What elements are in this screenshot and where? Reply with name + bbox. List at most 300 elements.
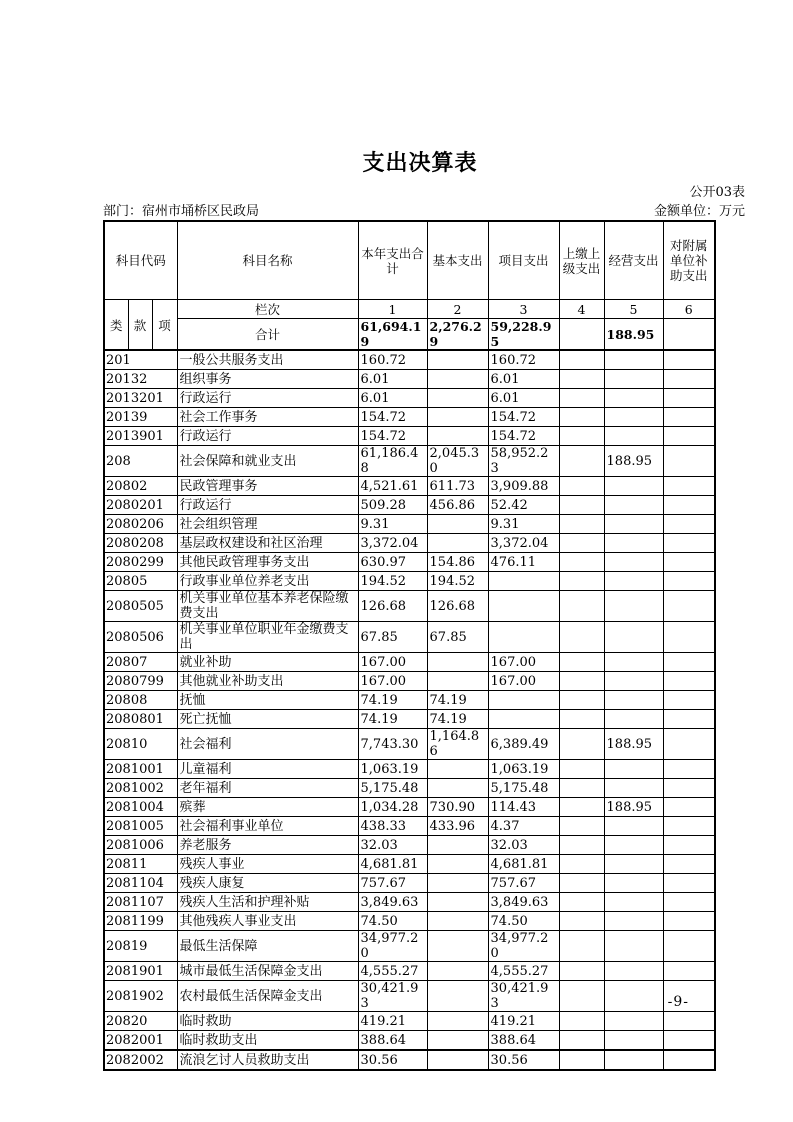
value-cell: 74.19 xyxy=(427,691,488,710)
value-cell: 167.00 xyxy=(358,672,427,691)
value-cell: 188.95 xyxy=(604,798,663,817)
value-cell xyxy=(488,622,559,653)
value-cell xyxy=(663,572,715,591)
subject-code-cell: 20808 xyxy=(104,691,177,710)
value-cell: 74.50 xyxy=(358,912,427,931)
value-cell xyxy=(559,534,604,553)
value-cell xyxy=(663,779,715,798)
value-cell xyxy=(604,622,663,653)
total-value: 188.95 xyxy=(604,319,663,351)
value-cell xyxy=(559,370,604,389)
table-row xyxy=(104,817,715,836)
value-cell xyxy=(604,981,663,1012)
value-cell xyxy=(604,534,663,553)
table-row xyxy=(104,931,715,962)
page-number: -9- xyxy=(667,994,689,1010)
value-cell: 730.90 xyxy=(427,798,488,817)
value-cell xyxy=(559,427,604,446)
value-cell: 30,421.93 xyxy=(488,981,559,1012)
header-subject-code: 科目代码 xyxy=(104,221,177,300)
total-value xyxy=(559,319,604,351)
subject-name-cell: 民政管理事务 xyxy=(177,477,358,496)
value-cell xyxy=(604,370,663,389)
column-number: 5 xyxy=(604,300,663,319)
value-cell xyxy=(663,912,715,931)
column-number: 2 xyxy=(427,300,488,319)
value-cell xyxy=(604,779,663,798)
header-col-basic: 基本支出 xyxy=(427,221,488,300)
value-cell xyxy=(663,389,715,408)
table-row xyxy=(104,672,715,691)
value-cell xyxy=(427,370,488,389)
table-row xyxy=(104,893,715,912)
value-cell: 4.37 xyxy=(488,817,559,836)
value-cell: 188.95 xyxy=(604,446,663,477)
value-cell xyxy=(604,389,663,408)
subject-code-cell: 2081902 xyxy=(104,981,177,1012)
subject-code-cell: 20802 xyxy=(104,477,177,496)
value-cell xyxy=(604,874,663,893)
subject-name-cell: 机关事业单位职业年金缴费支出 xyxy=(177,622,358,653)
value-cell xyxy=(604,817,663,836)
value-cell: 6.01 xyxy=(358,370,427,389)
value-cell xyxy=(663,591,715,622)
subject-code-cell: 2080505 xyxy=(104,591,177,622)
subject-name-cell: 其他民政管理事务支出 xyxy=(177,553,358,572)
value-cell: 3,372.04 xyxy=(488,534,559,553)
value-cell xyxy=(427,855,488,874)
value-cell xyxy=(663,653,715,672)
subject-name-cell: 社会保障和就业支出 xyxy=(177,446,358,477)
table-row xyxy=(104,515,715,534)
value-cell xyxy=(663,836,715,855)
value-cell xyxy=(663,931,715,962)
subject-code-cell: 2081901 xyxy=(104,962,177,981)
subject-name-cell: 其他就业补助支出 xyxy=(177,672,358,691)
value-cell: 456.86 xyxy=(427,496,488,515)
subject-code-cell: 2080801 xyxy=(104,710,177,729)
value-cell: 154.72 xyxy=(358,427,427,446)
unit-line: 金额单位：万元 xyxy=(653,204,745,219)
value-cell: 388.64 xyxy=(488,1031,559,1051)
value-cell: 30.56 xyxy=(488,1050,559,1070)
value-cell: 30,421.93 xyxy=(358,981,427,1012)
value-cell xyxy=(559,477,604,496)
value-cell xyxy=(663,515,715,534)
value-cell: 4,681.81 xyxy=(358,855,427,874)
value-cell: 433.96 xyxy=(427,817,488,836)
value-cell xyxy=(427,981,488,1012)
value-cell: 6.01 xyxy=(488,389,559,408)
value-cell xyxy=(559,622,604,653)
table-row xyxy=(104,591,715,622)
value-cell: 74.19 xyxy=(427,710,488,729)
total-label: 合计 xyxy=(177,319,358,351)
header-item: 项 xyxy=(152,300,177,351)
table-row xyxy=(104,1031,715,1051)
value-cell xyxy=(559,1012,604,1031)
table-row xyxy=(104,710,715,729)
value-cell xyxy=(663,798,715,817)
subject-name-cell: 行政运行 xyxy=(177,389,358,408)
value-cell: 194.52 xyxy=(427,572,488,591)
table-row xyxy=(104,962,715,981)
total-value xyxy=(663,319,715,351)
table-row xyxy=(104,779,715,798)
subject-code-cell: 20820 xyxy=(104,1012,177,1031)
table-row xyxy=(104,534,715,553)
value-cell xyxy=(663,1031,715,1051)
value-cell: 509.28 xyxy=(358,496,427,515)
value-cell xyxy=(427,427,488,446)
value-cell: 757.67 xyxy=(358,874,427,893)
value-cell: 1,034.28 xyxy=(358,798,427,817)
value-cell xyxy=(604,893,663,912)
value-cell xyxy=(604,477,663,496)
table-row xyxy=(104,1050,715,1070)
value-cell: 9.31 xyxy=(358,515,427,534)
value-cell xyxy=(663,446,715,477)
header-section: 款 xyxy=(128,300,152,351)
value-cell xyxy=(488,572,559,591)
subject-name-cell: 一般公共服务支出 xyxy=(177,350,358,370)
subject-code-cell: 20807 xyxy=(104,653,177,672)
value-cell: 126.68 xyxy=(427,591,488,622)
value-cell: 58,952.23 xyxy=(488,446,559,477)
value-cell xyxy=(427,962,488,981)
subject-name-cell: 流浪乞讨人员救助支出 xyxy=(177,1050,358,1070)
subject-code-cell: 20132 xyxy=(104,370,177,389)
column-number: 4 xyxy=(559,300,604,319)
subject-code-cell: 2081199 xyxy=(104,912,177,931)
department-line: 部门：宿州市埇桥区民政局 xyxy=(103,204,260,219)
value-cell: 1,164.86 xyxy=(427,729,488,760)
subject-name-cell: 其他残疾人事业支出 xyxy=(177,912,358,931)
value-cell: 154.72 xyxy=(488,427,559,446)
report-title: 支出决算表 xyxy=(362,151,478,176)
value-cell: 5,175.48 xyxy=(358,779,427,798)
subject-name-cell: 残疾人康复 xyxy=(177,874,358,893)
value-cell: 194.52 xyxy=(358,572,427,591)
expenditure-table xyxy=(103,220,716,1071)
header-col-project: 项目支出 xyxy=(488,221,559,300)
value-cell: 160.72 xyxy=(358,350,427,370)
value-cell xyxy=(663,553,715,572)
value-cell xyxy=(559,981,604,1012)
subject-name-cell: 养老服务 xyxy=(177,836,358,855)
value-cell xyxy=(559,817,604,836)
value-cell xyxy=(427,760,488,779)
subject-code-cell: 2081001 xyxy=(104,760,177,779)
subject-name-cell: 儿童福利 xyxy=(177,760,358,779)
subject-name-cell: 社会工作事务 xyxy=(177,408,358,427)
value-cell: 5,175.48 xyxy=(488,779,559,798)
subject-name-cell: 农村最低生活保障金支出 xyxy=(177,981,358,1012)
value-cell xyxy=(427,893,488,912)
value-cell xyxy=(427,350,488,370)
subject-name-cell: 行政运行 xyxy=(177,496,358,515)
value-cell xyxy=(604,672,663,691)
value-cell: 4,521.61 xyxy=(358,477,427,496)
subject-code-cell: 2081104 xyxy=(104,874,177,893)
form-code-label: 公开03表 xyxy=(689,185,745,200)
value-cell: 32.03 xyxy=(488,836,559,855)
value-cell: 7,743.30 xyxy=(358,729,427,760)
value-cell: 1,063.19 xyxy=(488,760,559,779)
subject-name-cell: 残疾人事业 xyxy=(177,855,358,874)
table-row xyxy=(104,427,715,446)
header-row-total xyxy=(104,319,715,351)
value-cell xyxy=(559,1031,604,1051)
subject-name-cell: 就业补助 xyxy=(177,653,358,672)
subject-code-cell: 2080201 xyxy=(104,496,177,515)
value-cell: 74.50 xyxy=(488,912,559,931)
value-cell xyxy=(559,836,604,855)
value-cell xyxy=(663,962,715,981)
value-cell xyxy=(427,836,488,855)
value-cell xyxy=(604,1050,663,1070)
value-cell: 114.43 xyxy=(488,798,559,817)
value-cell xyxy=(559,591,604,622)
value-cell: 4,555.27 xyxy=(358,962,427,981)
value-cell xyxy=(604,496,663,515)
subject-code-cell: 2080206 xyxy=(104,515,177,534)
header-col-operating: 经营支出 xyxy=(604,221,663,300)
table-row xyxy=(104,496,715,515)
value-cell xyxy=(559,912,604,931)
value-cell xyxy=(604,760,663,779)
value-cell xyxy=(604,1031,663,1051)
value-cell: 6.01 xyxy=(488,370,559,389)
table-row xyxy=(104,408,715,427)
value-cell: 30.56 xyxy=(358,1050,427,1070)
table-row xyxy=(104,874,715,893)
header-row-lanci xyxy=(104,300,715,319)
subject-name-cell: 城市最低生活保障金支出 xyxy=(177,962,358,981)
value-cell xyxy=(604,591,663,622)
value-cell xyxy=(663,893,715,912)
table-row xyxy=(104,350,715,370)
value-cell: 630.97 xyxy=(358,553,427,572)
value-cell xyxy=(427,653,488,672)
subject-code-cell: 2081107 xyxy=(104,893,177,912)
value-cell xyxy=(559,572,604,591)
subject-code-cell: 2080799 xyxy=(104,672,177,691)
subject-name-cell: 老年福利 xyxy=(177,779,358,798)
value-cell: 34,977.20 xyxy=(358,931,427,962)
value-cell: 9.31 xyxy=(488,515,559,534)
value-cell xyxy=(559,446,604,477)
subject-code-cell: 208 xyxy=(104,446,177,477)
value-cell xyxy=(663,729,715,760)
value-cell xyxy=(663,350,715,370)
value-cell xyxy=(559,760,604,779)
value-cell xyxy=(559,798,604,817)
value-cell xyxy=(604,427,663,446)
value-cell: 126.68 xyxy=(358,591,427,622)
value-cell xyxy=(559,874,604,893)
subject-name-cell: 组织事务 xyxy=(177,370,358,389)
value-cell xyxy=(427,408,488,427)
value-cell xyxy=(663,672,715,691)
header-subject-name: 科目名称 xyxy=(177,221,358,300)
value-cell xyxy=(559,1050,604,1070)
value-cell xyxy=(559,779,604,798)
table-row xyxy=(104,370,715,389)
value-cell xyxy=(559,729,604,760)
value-cell xyxy=(559,653,604,672)
table-row xyxy=(104,836,715,855)
subject-name-cell: 机关事业单位基本养老保险缴费支出 xyxy=(177,591,358,622)
subject-code-cell: 2081006 xyxy=(104,836,177,855)
table-body xyxy=(104,350,715,1070)
value-cell xyxy=(427,1012,488,1031)
header-col-total: 本年支出合计 xyxy=(358,221,427,300)
subject-name-cell: 临时救助 xyxy=(177,1012,358,1031)
subject-code-cell: 2080299 xyxy=(104,553,177,572)
value-cell: 4,681.81 xyxy=(488,855,559,874)
value-cell xyxy=(604,962,663,981)
value-cell xyxy=(559,515,604,534)
value-cell xyxy=(559,350,604,370)
value-cell xyxy=(559,389,604,408)
header-col-subsidy: 对附属单位补助支出 xyxy=(663,221,715,300)
header-row-main xyxy=(104,221,715,300)
subject-name-cell: 临时救助支出 xyxy=(177,1031,358,1051)
value-cell xyxy=(427,931,488,962)
value-cell xyxy=(559,931,604,962)
subject-name-cell: 死亡抚恤 xyxy=(177,710,358,729)
subject-code-cell: 2082001 xyxy=(104,1031,177,1051)
value-cell xyxy=(559,962,604,981)
subject-name-cell: 行政运行 xyxy=(177,427,358,446)
subject-code-cell: 2081005 xyxy=(104,817,177,836)
column-number: 1 xyxy=(358,300,427,319)
value-cell xyxy=(604,912,663,931)
subject-code-cell: 201 xyxy=(104,350,177,370)
column-number: 6 xyxy=(663,300,715,319)
subject-name-cell: 基层政权建设和社区治理 xyxy=(177,534,358,553)
subject-name-cell: 社会福利事业单位 xyxy=(177,817,358,836)
value-cell xyxy=(427,912,488,931)
value-cell: 611.73 xyxy=(427,477,488,496)
value-cell xyxy=(663,855,715,874)
total-value: 2,276.29 xyxy=(427,319,488,351)
value-cell: 34,977.20 xyxy=(488,931,559,962)
value-cell: 67.85 xyxy=(427,622,488,653)
column-number: 3 xyxy=(488,300,559,319)
value-cell xyxy=(427,874,488,893)
subject-name-cell: 残疾人生活和护理补贴 xyxy=(177,893,358,912)
value-cell xyxy=(663,691,715,710)
value-cell xyxy=(663,817,715,836)
value-cell: 419.21 xyxy=(358,1012,427,1031)
subject-code-cell: 2013901 xyxy=(104,427,177,446)
value-cell xyxy=(427,1050,488,1070)
table-row xyxy=(104,553,715,572)
subject-code-cell: 2080506 xyxy=(104,622,177,653)
value-cell xyxy=(427,389,488,408)
value-cell xyxy=(663,622,715,653)
value-cell xyxy=(604,350,663,370)
value-cell: 74.19 xyxy=(358,691,427,710)
value-cell: 3,909.88 xyxy=(488,477,559,496)
value-cell: 476.11 xyxy=(488,553,559,572)
value-cell xyxy=(604,553,663,572)
table-row xyxy=(104,1012,715,1031)
value-cell xyxy=(663,496,715,515)
value-cell: 419.21 xyxy=(488,1012,559,1031)
subject-code-cell: 2081004 xyxy=(104,798,177,817)
value-cell xyxy=(604,572,663,591)
table-row xyxy=(104,912,715,931)
value-cell xyxy=(488,591,559,622)
value-cell: 3,372.04 xyxy=(358,534,427,553)
value-cell xyxy=(427,515,488,534)
value-cell: 67.85 xyxy=(358,622,427,653)
value-cell xyxy=(604,710,663,729)
value-cell xyxy=(488,710,559,729)
value-cell: 3,849.63 xyxy=(488,893,559,912)
value-cell xyxy=(488,691,559,710)
value-cell xyxy=(559,855,604,874)
table-row xyxy=(104,981,715,1012)
value-cell xyxy=(663,477,715,496)
value-cell: 3,849.63 xyxy=(358,893,427,912)
table-row xyxy=(104,798,715,817)
value-cell xyxy=(427,779,488,798)
subject-name-cell: 社会组织管理 xyxy=(177,515,358,534)
value-cell: 388.64 xyxy=(358,1031,427,1051)
subject-name-cell: 行政事业单位养老支出 xyxy=(177,572,358,591)
value-cell: 167.00 xyxy=(488,653,559,672)
value-cell xyxy=(663,760,715,779)
value-cell xyxy=(559,710,604,729)
value-cell xyxy=(663,408,715,427)
table-row xyxy=(104,729,715,760)
value-cell xyxy=(559,408,604,427)
table-row xyxy=(104,572,715,591)
value-cell: 154.72 xyxy=(358,408,427,427)
subject-code-cell: 20810 xyxy=(104,729,177,760)
lanci-label: 栏次 xyxy=(177,300,358,319)
table-row xyxy=(104,653,715,672)
subject-code-cell: 2082002 xyxy=(104,1050,177,1070)
value-cell: 154.72 xyxy=(488,408,559,427)
value-cell: 52.42 xyxy=(488,496,559,515)
value-cell xyxy=(559,691,604,710)
value-cell xyxy=(604,408,663,427)
subject-code-cell: 20805 xyxy=(104,572,177,591)
value-cell xyxy=(559,553,604,572)
value-cell: 188.95 xyxy=(604,729,663,760)
subject-name-cell: 殡葬 xyxy=(177,798,358,817)
value-cell xyxy=(427,534,488,553)
value-cell: 167.00 xyxy=(358,653,427,672)
value-cell: 160.72 xyxy=(488,350,559,370)
value-cell xyxy=(559,893,604,912)
value-cell xyxy=(663,1012,715,1031)
value-cell xyxy=(559,672,604,691)
value-cell: 6,389.49 xyxy=(488,729,559,760)
value-cell: 61,186.48 xyxy=(358,446,427,477)
value-cell: 167.00 xyxy=(488,672,559,691)
subject-name-cell: 最低生活保障 xyxy=(177,931,358,962)
value-cell: 6.01 xyxy=(358,389,427,408)
value-cell xyxy=(604,931,663,962)
value-cell xyxy=(663,874,715,893)
header-class: 类 xyxy=(104,300,128,351)
